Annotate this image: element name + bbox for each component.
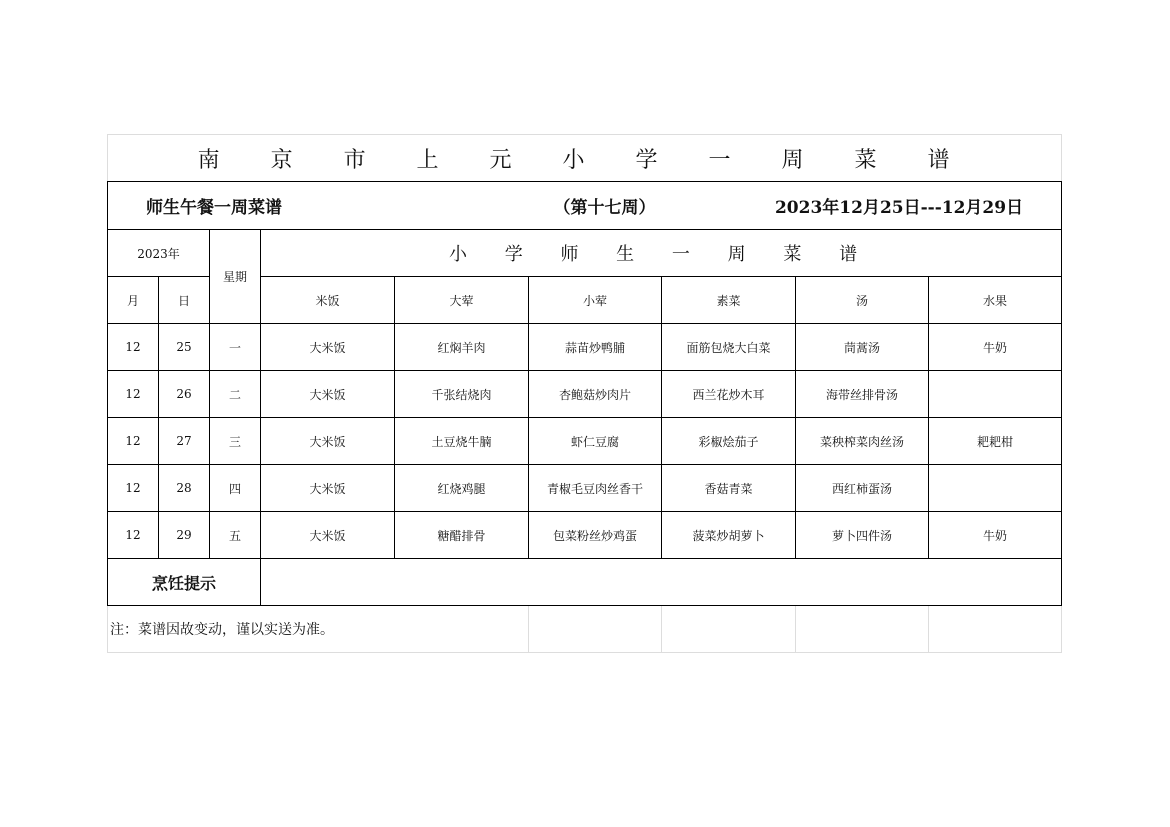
rice-cell: 大米饭 [261,371,395,418]
date-range: 2023年12月25日---12月29日 [774,198,1024,218]
column-header-soup: 汤 [796,277,929,324]
side-meat-cell: 杏鲍菇炒肉片 [529,371,662,418]
soup-cell: 西红柿蛋汤 [796,465,929,512]
weekday-cell: 四 [210,465,261,512]
fruit-cell [929,465,1062,512]
fruit-cell: 牛奶 [929,324,1062,371]
disclaimer-note: 注：菜谱因故变动，谨以实送为准。 [108,606,529,653]
weekday-header: 星期 [210,230,261,324]
day-cell: 26 [159,371,210,418]
month-cell: 12 [108,371,159,418]
main-meat-cell: 红烧鸡腿 [395,465,529,512]
month-cell: 12 [108,465,159,512]
side-meat-cell: 包菜粉丝炒鸡蛋 [529,512,662,559]
day-header: 日 [159,277,210,324]
main-meat-cell: 千张结烧肉 [395,371,529,418]
side-meat-cell: 蒜苗炒鸭脯 [529,324,662,371]
header-row-1 [108,230,1062,277]
menu-sheet [107,134,1061,653]
side-meat-cell: 青椒毛豆肉丝香干 [529,465,662,512]
note-blank-cell [529,606,662,653]
page-title: 南 京 市 上 元 小 学 一 周 菜 谱 [108,135,1062,182]
day-cell: 29 [159,512,210,559]
menu-table [107,134,1062,653]
rice-cell: 大米饭 [261,324,395,371]
table-row [108,465,1062,512]
soup-cell: 菜秧榨菜肉丝汤 [796,418,929,465]
day-cell: 25 [159,324,210,371]
month-cell: 12 [108,512,159,559]
column-header-side-meat: 小荤 [529,277,662,324]
weekday-cell: 五 [210,512,261,559]
vegetable-cell: 香菇青菜 [662,465,796,512]
subtitle-row [108,182,1062,230]
main-meat-cell: 糖醋排骨 [395,512,529,559]
soup-cell: 茼蒿汤 [796,324,929,371]
month-header: 月 [108,277,159,324]
weekday-cell: 三 [210,418,261,465]
main-meat-cell: 红焖羊肉 [395,324,529,371]
year-header: 2023年 [108,230,210,277]
rice-cell: 大米饭 [261,512,395,559]
table-row [108,512,1062,559]
soup-cell: 海带丝排骨汤 [796,371,929,418]
vegetable-cell: 菠菜炒胡萝卜 [662,512,796,559]
vegetable-cell: 彩椒烩茄子 [662,418,796,465]
column-header-fruit: 水果 [929,277,1062,324]
rice-cell: 大米饭 [261,418,395,465]
fruit-cell: 牛奶 [929,512,1062,559]
note-row [108,606,1062,653]
day-cell: 27 [159,418,210,465]
cooking-tips-label: 烹饪提示 [108,559,261,606]
column-header-vegetable: 素菜 [662,277,796,324]
weekday-cell: 二 [210,371,261,418]
weekly-menu-title: 小 学 师 生 一 周 菜 谱 [261,230,1062,277]
month-cell: 12 [108,418,159,465]
column-header-rice: 米饭 [261,277,395,324]
week-number: （第十七周） [553,198,656,218]
soup-cell: 萝卜四件汤 [796,512,929,559]
table-row [108,371,1062,418]
note-blank-cell [796,606,929,653]
table-row [108,324,1062,371]
weekday-cell: 一 [210,324,261,371]
vegetable-cell: 面筋包烧大白菜 [662,324,796,371]
column-header-main-meat: 大荤 [395,277,529,324]
main-meat-cell: 土豆烧牛腩 [395,418,529,465]
rice-cell: 大米饭 [261,465,395,512]
note-blank-cell [929,606,1062,653]
menu-subtitle: 师生午餐一周菜谱 [146,198,282,218]
fruit-cell [929,371,1062,418]
table-row [108,418,1062,465]
month-cell: 12 [108,324,159,371]
fruit-cell: 耙耙柑 [929,418,1062,465]
cooking-tips-row [108,559,1062,606]
title-row [108,135,1062,182]
vegetable-cell: 西兰花炒木耳 [662,371,796,418]
day-cell: 28 [159,465,210,512]
note-blank-cell [662,606,796,653]
cooking-tips-content [261,559,1062,606]
side-meat-cell: 虾仁豆腐 [529,418,662,465]
